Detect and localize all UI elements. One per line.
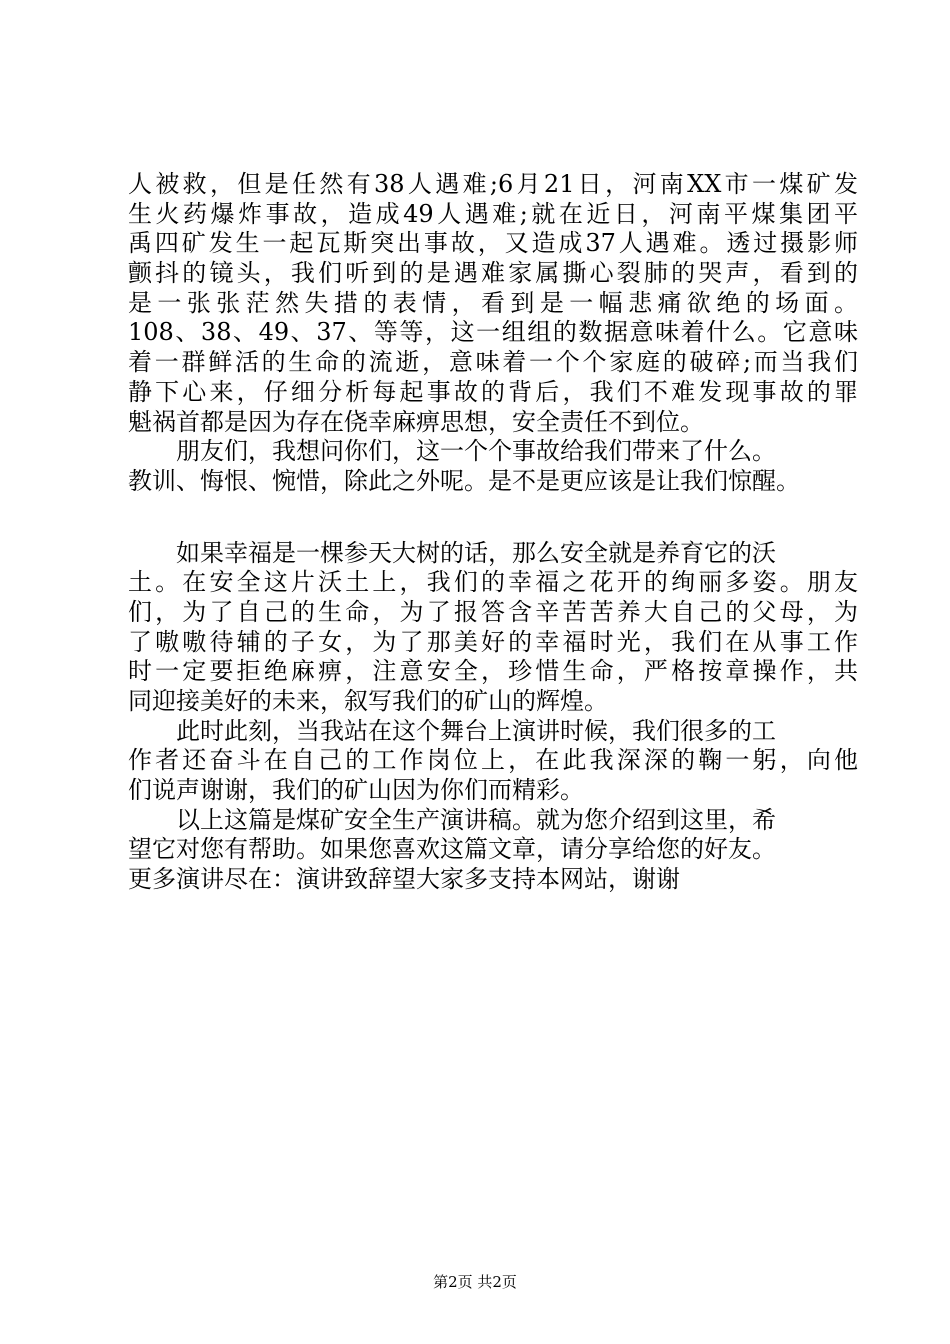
body-line: 了嗷嗷待辅的子女，为了那美好的幸福时光，我们在从事工作	[128, 627, 858, 656]
body-line: 静下心来，仔细分析每起事故的背后，我们不难发现事故的罪	[128, 377, 858, 406]
body-line: 生火药爆炸事故，造成49人遇难;就在近日，河南平煤集团平	[128, 199, 858, 228]
body-line: 望它对您有帮助。如果您喜欢这篇文章，请分享给您的好友。	[128, 835, 776, 864]
paragraph-start-line: 此时此刻，当我站在这个舞台上演讲时候，我们很多的工	[176, 716, 776, 745]
document-body	[128, 170, 858, 895]
body-line: 108、38、49、37、等等，这一组组的数据意味着什么。它意味	[128, 318, 858, 347]
body-line: 魁祸首都是因为存在侥幸麻痹思想，安全责任不到位。	[128, 407, 704, 436]
body-line: 颤抖的镜头，我们听到的是遇难家属撕心裂肺的哭声，看到的	[128, 259, 858, 288]
page-number: 第2页 共2页	[433, 1273, 517, 1291]
paragraph-start-line: 朋友们，我想问你们，这一个个事故给我们带来了什么。	[176, 437, 776, 466]
body-line: 是一张张茫然失措的表情，看到是一幅悲痛欲绝的场面。	[128, 288, 858, 317]
body-line: 教训、悔恨、惋惜，除此之外呢。是不是更应该是让我们惊醒。	[128, 466, 800, 495]
body-line: 时一定要拒绝麻痹，注意安全，珍惜生命，严格按章操作，共	[128, 657, 858, 686]
paragraph-start-line: 以上这篇是煤矿安全生产演讲稿。就为您介绍到这里，希	[176, 805, 776, 834]
paragraph-gap	[128, 497, 858, 539]
body-line: 们说声谢谢，我们的矿山因为你们而精彩。	[128, 776, 584, 805]
body-line: 作者还奋斗在自己的工作岗位上，在此我深深的鞠一躬，向他	[128, 746, 858, 775]
paragraph-start-line: 如果幸福是一棵参天大树的话，那么安全就是养育它的沃	[176, 538, 776, 567]
body-line: 着一群鲜活的生命的流逝，意味着一个个家庭的破碎;而当我们	[128, 348, 858, 377]
body-line: 们，为了自己的生命，为了报答含辛苦苦养大自己的父母，为	[128, 597, 858, 626]
body-line: 土。在安全这片沃土上，我们的幸福之花开的绚丽多姿。朋友	[128, 568, 858, 597]
body-line: 禹四矿发生一起瓦斯突出事故，又造成37人遇难。透过摄影师	[128, 229, 858, 258]
body-line: 更多演讲尽在：演讲致辞望大家多支持本网站，谢谢	[128, 865, 680, 894]
body-line: 人被救，但是任然有38人遇难;6月21日，河南XX市一煤矿发	[128, 170, 858, 198]
body-line: 同迎接美好的未来，叙写我们的矿山的辉煌。	[128, 687, 608, 715]
